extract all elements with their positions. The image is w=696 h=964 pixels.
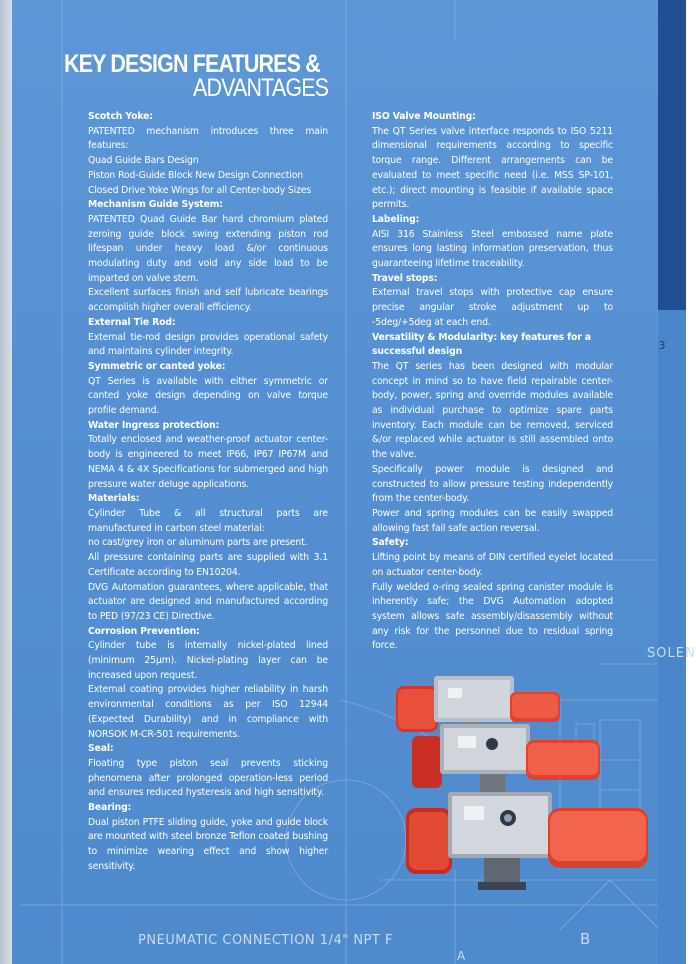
paragraph: PATENTED Quad Guide Bar hard chromium plated zeroing guide block swing extending piston rod lifespan under heavy load &/or continuous modulating duty and void any side load to be imparted on valve stem. bbox=[88, 213, 328, 284]
section-heading: Safety: bbox=[372, 537, 409, 549]
paragraph: All pressure containing parts are supplied with 3.1 Certificate according to EN10204. bbox=[88, 552, 328, 578]
drawing-label-a: A bbox=[457, 949, 466, 963]
section-tab bbox=[658, 0, 686, 310]
section-heading: Labeling: bbox=[372, 213, 420, 225]
title-line-2: ADVANTAGES bbox=[192, 74, 328, 102]
paragraph: External travel stops with protective cap ensure precise angular stroke adjustment up to -5deg/+5deg at each end. bbox=[372, 287, 613, 328]
left-edge-strip bbox=[0, 0, 12, 964]
paragraph: Power and spring modules can be easily swapped allowing fast fail safe action reversal. bbox=[372, 507, 613, 534]
paragraph: The QT Series valve interface responds to ISO 5211 dimensional requirements according to specific torque range. Different arrangements can be evaluated to meet specific need (i.e. MSS SP-101, etc.); direct mounting is feasible if available space permits. bbox=[372, 125, 613, 211]
paragraph: Dual piston PTFE sliding guide, yoke and guide block are mounted with steel bronze Teflon coated bushing to minimize wearing effect and show higher sensitivity. bbox=[88, 816, 328, 872]
section-heading: Versatility & Modularity: key features for a successful design bbox=[372, 331, 591, 358]
section-heading: Materials: bbox=[88, 493, 140, 505]
paragraph: Fully welded o-ring sealed spring canister module is inherently safe; the DVG Automation adopted system allows safe assembly/disassembly without any risk for the personnel due to residual spring force. bbox=[372, 581, 613, 652]
paragraph: Totally enclosed and weather-proof actuator center-body is engineered to meet IP66, IP67 IP67M and NEMA 4 & 4X Specifications for submerged and high pressure water deluge applications. bbox=[88, 434, 328, 490]
actuator-product-image bbox=[388, 658, 658, 908]
section-heading: Seal: bbox=[88, 743, 114, 755]
paragraph: The QT series has been designed with modular concept in mind so to have field repairable center-body, power, spring and override modules available as individual purchase to optimize spare parts inventory. Each module can be removed, serviced &/or replaced while actuator is still assembled onto the valve. bbox=[372, 360, 613, 461]
paragraph: Piston Rod-Guide Block New Design Connection bbox=[88, 169, 303, 181]
paragraph: External coating provides higher reliability in harsh environmental conditions as per ISO 12944 (Expected Durability) and in compliance with NORSOK M-CR-501 requirements. bbox=[88, 684, 328, 740]
right-column bbox=[372, 110, 613, 654]
section-heading: Scotch Yoke: bbox=[88, 111, 153, 122]
section-heading: External Tie Rod: bbox=[88, 316, 176, 328]
paragraph: Lifting point by means of DIN certified eyelet located on actuator center-body. bbox=[372, 552, 613, 578]
page-number: 3 bbox=[658, 339, 666, 352]
drawing-label-solen: SOLEN bbox=[647, 646, 696, 661]
paragraph: External tie-rod design provides operational safety and maintains cylinder integrity. bbox=[88, 331, 328, 358]
drawing-label-pneumatic: PNEUMATIC CONNECTION 1/4" NPT F bbox=[138, 933, 393, 948]
paragraph: Cylinder Tube & all structural parts are manufactured in carbon steel material: bbox=[88, 507, 328, 534]
actuator-front bbox=[406, 792, 648, 890]
actuator-middle bbox=[412, 724, 600, 792]
section-heading: Travel stops: bbox=[372, 272, 438, 284]
section-heading: ISO Valve Mounting: bbox=[372, 111, 476, 122]
paragraph: Quad Guide Bars Design bbox=[88, 155, 199, 167]
paragraph: Specifically power module is designed and constructed to allow pressure testing independently from the center-body. bbox=[372, 463, 613, 505]
left-column bbox=[88, 110, 328, 875]
paragraph: Floating type piston seal prevents sticking phenomena after prolonged operation-less period and ensures reduced hysteresis and high sensitivity. bbox=[88, 757, 328, 799]
section-heading: Bearing: bbox=[88, 802, 132, 814]
section-heading: Water Ingress protection: bbox=[88, 419, 220, 431]
section-heading: Mechanism Guide System: bbox=[88, 199, 223, 211]
paragraph: Cylinder tube is internally nickel-plated lined (minimum 25μm). Nickel-plating layer can be increased upon request. bbox=[88, 640, 328, 681]
paragraph: QT Series is available with either symmetric or canted yoke design depending on valve torque profile demand. bbox=[88, 375, 328, 417]
paragraph: AISI 316 Stainless Steel embossed name plate ensures long lasting information preservation, thus guaranteeing lifetime traceability. bbox=[372, 228, 613, 270]
paragraph: PATENTED mechanism introduces three main features: bbox=[88, 125, 328, 152]
paragraph: Excellent surfaces finish and self lubricate bearings accomplish higher overall efficiency. bbox=[88, 287, 328, 314]
paragraph: Closed Drive Yoke Wings for all Center-body Sizes bbox=[88, 184, 312, 196]
section-heading: Symmetric or canted yoke: bbox=[88, 360, 226, 372]
paragraph: DVG Automation guarantees, where applicable, that actuator are designed and manufactured according to PED (97/23 CE) Directive. bbox=[88, 581, 328, 622]
paragraph: no cast/grey iron or aluminum parts are present. bbox=[88, 537, 308, 549]
title-line-1: KEY DESIGN FEATURES & bbox=[64, 50, 320, 78]
section-heading: Corrosion Prevention: bbox=[88, 625, 200, 637]
drawing-label-b: B bbox=[580, 930, 591, 948]
